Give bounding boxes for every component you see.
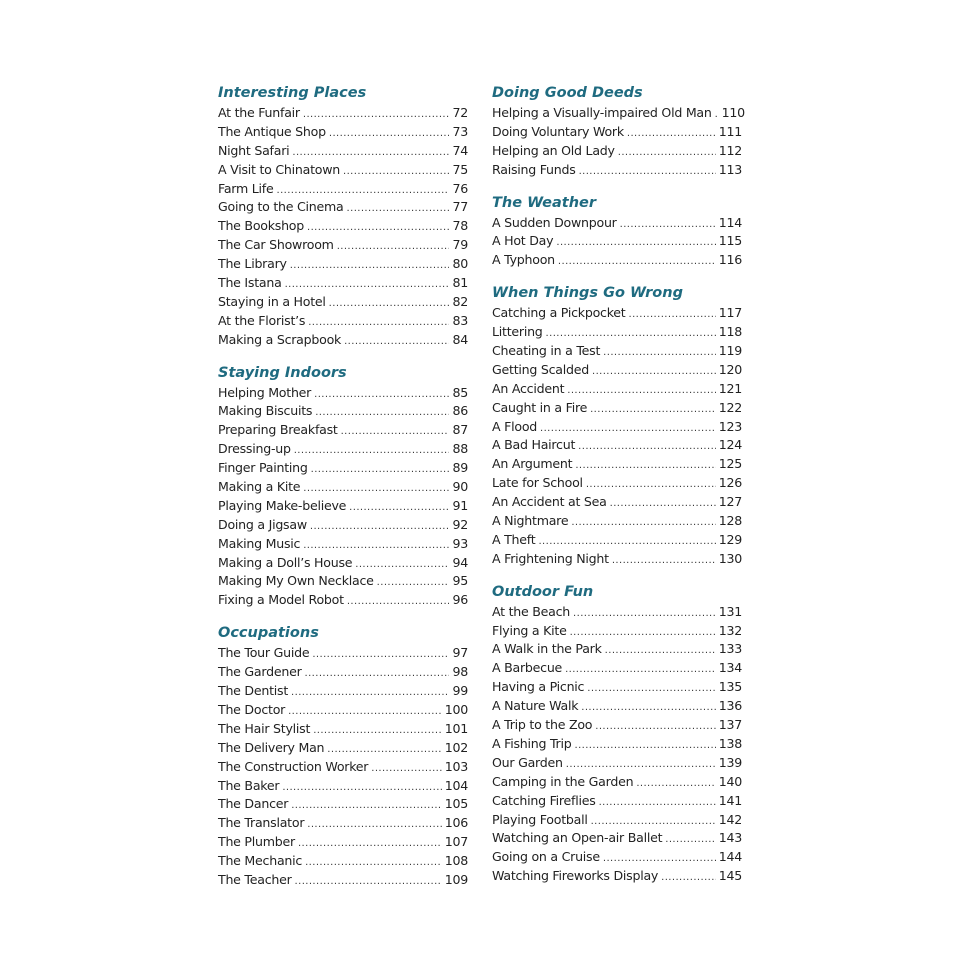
dot-leader — [587, 680, 715, 699]
page-number: 82 — [452, 293, 468, 309]
entry-title: A Sudden Downpour — [492, 214, 617, 230]
page-number: 112 — [718, 142, 742, 158]
toc-entry — [492, 773, 742, 792]
page-number: 108 — [444, 853, 468, 869]
entry-title: Having a Picnic — [492, 679, 585, 695]
dot-leader — [347, 200, 450, 219]
dot-leader — [558, 253, 716, 272]
toc-entry — [218, 255, 468, 274]
entry-title: The Dancer — [218, 796, 289, 812]
toc-entry — [492, 848, 742, 867]
toc-entry — [218, 852, 468, 871]
dot-leader — [610, 495, 716, 514]
entry-title: Playing Make-believe — [218, 497, 347, 513]
toc-entry — [492, 399, 742, 418]
dot-leader — [595, 718, 715, 737]
page-number: 90 — [452, 479, 468, 495]
toc-entry — [492, 792, 742, 811]
page-number: 98 — [452, 664, 468, 680]
toc-entry — [492, 603, 742, 622]
dot-leader — [573, 605, 716, 624]
page-number: 142 — [718, 811, 742, 827]
dot-leader — [311, 461, 450, 480]
toc-entry — [218, 312, 468, 331]
entry-title: The Construction Worker — [218, 758, 369, 774]
entry-title: Raising Funds — [492, 161, 576, 177]
entry-title: Doing a Jigsaw — [218, 516, 307, 532]
toc-entry — [492, 142, 742, 161]
entry-title: The Car Showroom — [218, 237, 334, 253]
entry-title: The Dentist — [218, 683, 289, 699]
toc-entry — [492, 697, 742, 716]
dot-leader — [567, 382, 715, 401]
entry-title: Getting Scalded — [492, 361, 589, 377]
entry-title: Helping an Old Lady — [492, 142, 615, 158]
section-title: When Things Go Wrong — [492, 285, 683, 302]
toc-entry — [492, 436, 742, 455]
dot-leader — [341, 423, 450, 442]
dot-leader — [629, 306, 716, 325]
entry-title: The Plumber — [218, 834, 295, 850]
entry-title: A Theft — [492, 531, 536, 547]
dot-leader — [578, 438, 716, 457]
page-number: 123 — [718, 418, 742, 434]
toc-entry — [492, 474, 742, 493]
page-number: 133 — [718, 641, 742, 657]
toc-entry — [218, 123, 468, 142]
entry-title: Flying a Kite — [492, 622, 567, 638]
entry-title: Making a Doll’s House — [218, 554, 353, 570]
toc-right-column — [492, 82, 745, 898]
toc-entry — [218, 180, 468, 199]
page-number: 101 — [444, 720, 468, 736]
toc-entry — [218, 572, 468, 591]
dot-leader — [282, 779, 441, 798]
page-number: 144 — [718, 849, 742, 865]
page-number: 79 — [452, 237, 468, 253]
entry-title: The Bookshop — [218, 218, 305, 234]
dot-leader — [565, 661, 716, 680]
toc-entry — [492, 342, 742, 361]
toc-entry — [492, 550, 742, 569]
page-number: 118 — [718, 324, 742, 340]
page-number: 128 — [718, 513, 742, 529]
entry-title: The Hair Stylist — [218, 720, 311, 736]
entry-title: Littering — [492, 324, 543, 340]
entry-title: Night Safari — [218, 142, 290, 158]
page-number: 81 — [452, 275, 468, 291]
toc-entry — [218, 331, 468, 350]
section-doing-good-deeds — [492, 82, 745, 180]
page-number: 78 — [452, 218, 468, 234]
page-number: 77 — [452, 199, 468, 215]
page-number: 115 — [718, 233, 742, 249]
toc-entry — [218, 440, 468, 459]
toc-entry — [218, 478, 468, 497]
dot-leader — [612, 552, 716, 571]
dot-leader — [371, 760, 441, 779]
toc-entry — [492, 304, 742, 323]
page-number: 88 — [452, 441, 468, 457]
toc-entry — [492, 512, 742, 531]
page-number: 76 — [452, 180, 468, 196]
entry-title: The Gardener — [218, 664, 302, 680]
toc-entry — [218, 459, 468, 478]
section-staying-indoors — [218, 362, 468, 611]
entry-title: A Fishing Trip — [492, 735, 572, 751]
entry-title: Preparing Breakfast — [218, 422, 338, 438]
entry-title: Catching Fireflies — [492, 792, 596, 808]
entry-title: Caught in a Fire — [492, 399, 588, 415]
dot-leader — [329, 295, 450, 314]
entry-title: An Accident at Sea — [492, 494, 607, 510]
toc-entry — [492, 493, 742, 512]
entry-title: A Hot Day — [492, 233, 554, 249]
page-number: 93 — [452, 535, 468, 551]
toc-entry — [218, 104, 468, 123]
page-number: 85 — [452, 384, 468, 400]
entry-title: Finger Painting — [218, 460, 308, 476]
page-number: 99 — [452, 683, 468, 699]
page-number: 131 — [718, 603, 742, 619]
toc-entry — [492, 659, 742, 678]
dot-leader — [581, 699, 715, 718]
section-when-things-go-wrong — [492, 282, 742, 568]
section-title: The Weather — [492, 194, 597, 211]
dot-leader — [337, 238, 450, 257]
toc-entry — [492, 123, 742, 142]
entry-title: At the Beach — [492, 603, 571, 619]
section-title: Occupations — [218, 625, 319, 642]
toc-entry — [492, 161, 742, 180]
section-occupations — [218, 622, 468, 890]
dot-leader — [661, 869, 716, 888]
entry-title: The Translator — [218, 815, 305, 831]
page-number: 129 — [718, 531, 742, 547]
dot-leader — [603, 344, 716, 363]
dot-leader — [571, 514, 715, 533]
toc-entry — [492, 455, 742, 474]
entry-title: A Nightmare — [492, 513, 569, 529]
dot-leader — [314, 386, 449, 405]
page-number: 105 — [444, 796, 468, 812]
page-number: 119 — [718, 343, 742, 359]
page-number: 114 — [718, 214, 742, 230]
entry-title: Watching Fireworks Display — [492, 868, 659, 884]
toc-entry — [218, 663, 468, 682]
toc-entry — [218, 516, 468, 535]
section-title: Staying Indoors — [218, 364, 347, 381]
entry-title: Staying in a Hotel — [218, 293, 326, 309]
dot-leader — [599, 794, 716, 813]
toc-entry — [492, 640, 742, 659]
page-number: 143 — [718, 830, 742, 846]
toc-entry — [218, 701, 468, 720]
toc-entry — [218, 644, 468, 663]
toc-entry — [492, 678, 742, 697]
toc-entry — [492, 251, 742, 270]
page-number: 72 — [452, 105, 468, 120]
entry-title: The Tour Guide — [218, 645, 310, 661]
page-number: 135 — [718, 679, 742, 695]
dot-leader — [307, 816, 441, 835]
dot-leader — [344, 333, 449, 352]
page-number: 109 — [444, 871, 468, 887]
entry-title: Playing Football — [492, 811, 588, 827]
entry-title: The Delivery Man — [218, 739, 325, 755]
entry-title: A Frightening Night — [492, 550, 609, 566]
toc-entry — [218, 554, 468, 573]
entry-title: Making a Kite — [218, 479, 301, 495]
dot-leader — [592, 363, 716, 382]
toc-entry — [492, 622, 742, 641]
toc-left-column — [218, 82, 468, 902]
toc-entry — [218, 497, 468, 516]
page-number: 120 — [718, 361, 742, 377]
dot-leader — [665, 831, 715, 850]
page-number: 73 — [452, 123, 468, 139]
toc-entry — [218, 198, 468, 217]
page-number: 141 — [718, 792, 742, 808]
toc-entry — [218, 217, 468, 236]
page-number: 117 — [718, 305, 742, 321]
entry-title: A Barbecue — [492, 660, 563, 676]
toc-entry — [218, 421, 468, 440]
toc-entry — [218, 161, 468, 180]
toc-entry — [492, 829, 742, 848]
entry-title: A Trip to the Zoo — [492, 717, 593, 733]
toc-entry — [218, 293, 468, 312]
toc-entry — [218, 720, 468, 739]
toc-entry — [218, 142, 468, 161]
page-number: 103 — [444, 758, 468, 774]
page-number: 111 — [718, 123, 742, 139]
dot-leader — [349, 499, 449, 518]
page-number: 95 — [452, 573, 468, 589]
page-number: 126 — [718, 475, 742, 491]
section-the-weather — [492, 192, 742, 271]
page-number: 97 — [452, 645, 468, 661]
entry-title: The Doctor — [218, 701, 286, 717]
toc-entry — [492, 716, 742, 735]
dot-leader — [312, 646, 449, 665]
page-number: 102 — [444, 739, 468, 755]
page-number: 122 — [718, 399, 742, 415]
dot-leader — [305, 665, 450, 684]
entry-title: Camping in the Garden — [492, 773, 634, 789]
page-number: 106 — [444, 815, 468, 831]
entry-title: Making Biscuits — [218, 403, 313, 419]
entry-title: Doing Voluntary Work — [492, 123, 624, 139]
entry-title: Making My Own Necklace — [218, 573, 374, 589]
entry-title: At the Florist’s — [218, 312, 306, 328]
toc-entry — [492, 418, 742, 437]
toc-entry — [218, 274, 468, 293]
entry-title: Dressing-up — [218, 441, 291, 457]
page-number: 134 — [718, 660, 742, 676]
dot-leader — [627, 125, 716, 144]
entry-title: Farm Life — [218, 180, 274, 196]
toc-entry — [492, 323, 742, 342]
dot-leader — [575, 457, 715, 476]
toc-entry — [218, 682, 468, 701]
entry-title: An Accident — [492, 380, 565, 396]
entry-title: The Baker — [218, 777, 280, 793]
toc-entry — [492, 735, 742, 754]
page-number: 86 — [452, 403, 468, 419]
dot-leader — [291, 797, 442, 816]
entry-title: Helping a Visually-impaired Old Man — [492, 105, 712, 120]
dot-leader — [305, 854, 442, 873]
page-number: 130 — [718, 550, 742, 566]
dot-leader — [605, 642, 716, 661]
entry-title: A Visit to Chinatown — [218, 161, 341, 177]
dot-leader — [579, 163, 716, 182]
dot-leader — [636, 775, 715, 794]
entry-title: The Teacher — [218, 871, 292, 887]
entry-title: A Bad Haircut — [492, 437, 576, 453]
page-number: 127 — [718, 494, 742, 510]
toc-entry — [492, 867, 742, 886]
dot-leader — [574, 737, 715, 756]
section-outdoor-fun — [492, 581, 742, 886]
toc-entry — [218, 236, 468, 255]
entry-title: A Walk in the Park — [492, 641, 602, 657]
entry-title: Helping Mother — [218, 384, 312, 400]
dot-leader — [291, 684, 449, 703]
page-number: 139 — [718, 754, 742, 770]
entry-title: The Antique Shop — [218, 123, 326, 139]
entry-title: Making a Scrapbook — [218, 331, 342, 347]
entry-title: Late for School — [492, 475, 583, 491]
page-number: 100 — [444, 701, 468, 717]
entry-title: A Nature Walk — [492, 698, 579, 714]
dot-leader — [288, 703, 442, 722]
page-number: 83 — [452, 312, 468, 328]
page-number: 104 — [444, 777, 468, 793]
dot-leader — [377, 574, 450, 593]
dot-leader — [347, 593, 450, 612]
section-title: Outdoor Fun — [492, 583, 594, 600]
toc-entry — [492, 214, 742, 233]
dot-leader — [313, 722, 442, 741]
page-number: 75 — [452, 161, 468, 177]
page-number: 94 — [452, 554, 468, 570]
entry-title: At the Funfair — [218, 105, 300, 120]
dot-leader — [295, 873, 442, 892]
entry-title: Making Music — [218, 535, 301, 551]
section-interesting-places — [218, 82, 468, 350]
section-title: Interesting Places — [218, 85, 367, 101]
page-number: 132 — [718, 622, 742, 638]
toc-entry — [492, 361, 742, 380]
dot-leader — [620, 216, 716, 235]
toc-entry — [218, 591, 468, 610]
page-number: 125 — [718, 456, 742, 472]
dot-leader — [590, 401, 716, 420]
page-number: 80 — [452, 256, 468, 272]
entry-title: Going on a Cruise — [492, 849, 600, 865]
entry-title: Going to the Cinema — [218, 199, 344, 215]
entry-title: A Typhoon — [492, 252, 555, 268]
entry-title: Catching a Pickpocket — [492, 305, 626, 321]
dot-leader — [290, 257, 450, 276]
toc-entry — [218, 795, 468, 814]
toc-entry — [218, 384, 468, 403]
page-number: 145 — [718, 868, 742, 884]
toc-entry — [218, 739, 468, 758]
page-number: 96 — [452, 592, 468, 608]
toc-entry — [492, 811, 742, 830]
page-number: 74 — [452, 142, 468, 158]
dot-leader — [556, 234, 715, 253]
toc-entry — [218, 777, 468, 796]
toc-entry — [218, 814, 468, 833]
toc-entry — [492, 232, 742, 251]
dot-leader — [310, 518, 450, 537]
entry-title: Cheating in a Test — [492, 343, 601, 359]
dot-leader — [618, 144, 716, 163]
dot-leader — [343, 163, 449, 182]
toc-entry — [492, 531, 742, 550]
toc-entry — [492, 754, 742, 773]
page-number: 84 — [452, 331, 468, 347]
dot-leader — [298, 835, 442, 854]
page-number: 91 — [452, 497, 468, 513]
page-number: 89 — [452, 460, 468, 476]
page-number: 121 — [718, 380, 742, 396]
page-number: 110 — [721, 105, 745, 120]
section-title: Doing Good Deeds — [492, 85, 643, 101]
toc-entry — [218, 402, 468, 421]
page-number: 138 — [718, 735, 742, 751]
page-number: 136 — [718, 698, 742, 714]
entry-title: A Flood — [492, 418, 538, 434]
dot-leader — [329, 125, 450, 144]
toc-entry — [218, 833, 468, 852]
toc-entry — [218, 535, 468, 554]
toc-entry — [218, 871, 468, 890]
entry-title: Our Garden — [492, 754, 563, 770]
toc-entry — [492, 380, 742, 399]
page-number: 107 — [444, 834, 468, 850]
page-number: 87 — [452, 422, 468, 438]
page-number: 137 — [718, 717, 742, 733]
toc-entry — [492, 104, 745, 123]
entry-title: Watching an Open-air Ballet — [492, 830, 663, 846]
entry-title: Fixing a Model Robot — [218, 592, 344, 608]
page-number: 113 — [718, 161, 742, 177]
dot-leader — [294, 442, 450, 461]
toc-entry — [218, 758, 468, 777]
page-number: 92 — [452, 516, 468, 532]
page-number: 124 — [718, 437, 742, 453]
entry-title: The Library — [218, 256, 287, 272]
page-number: 116 — [718, 252, 742, 268]
page-number: 140 — [718, 773, 742, 789]
entry-title: An Argument — [492, 456, 573, 472]
entry-title: The Istana — [218, 275, 282, 291]
entry-title: The Mechanic — [218, 853, 303, 869]
